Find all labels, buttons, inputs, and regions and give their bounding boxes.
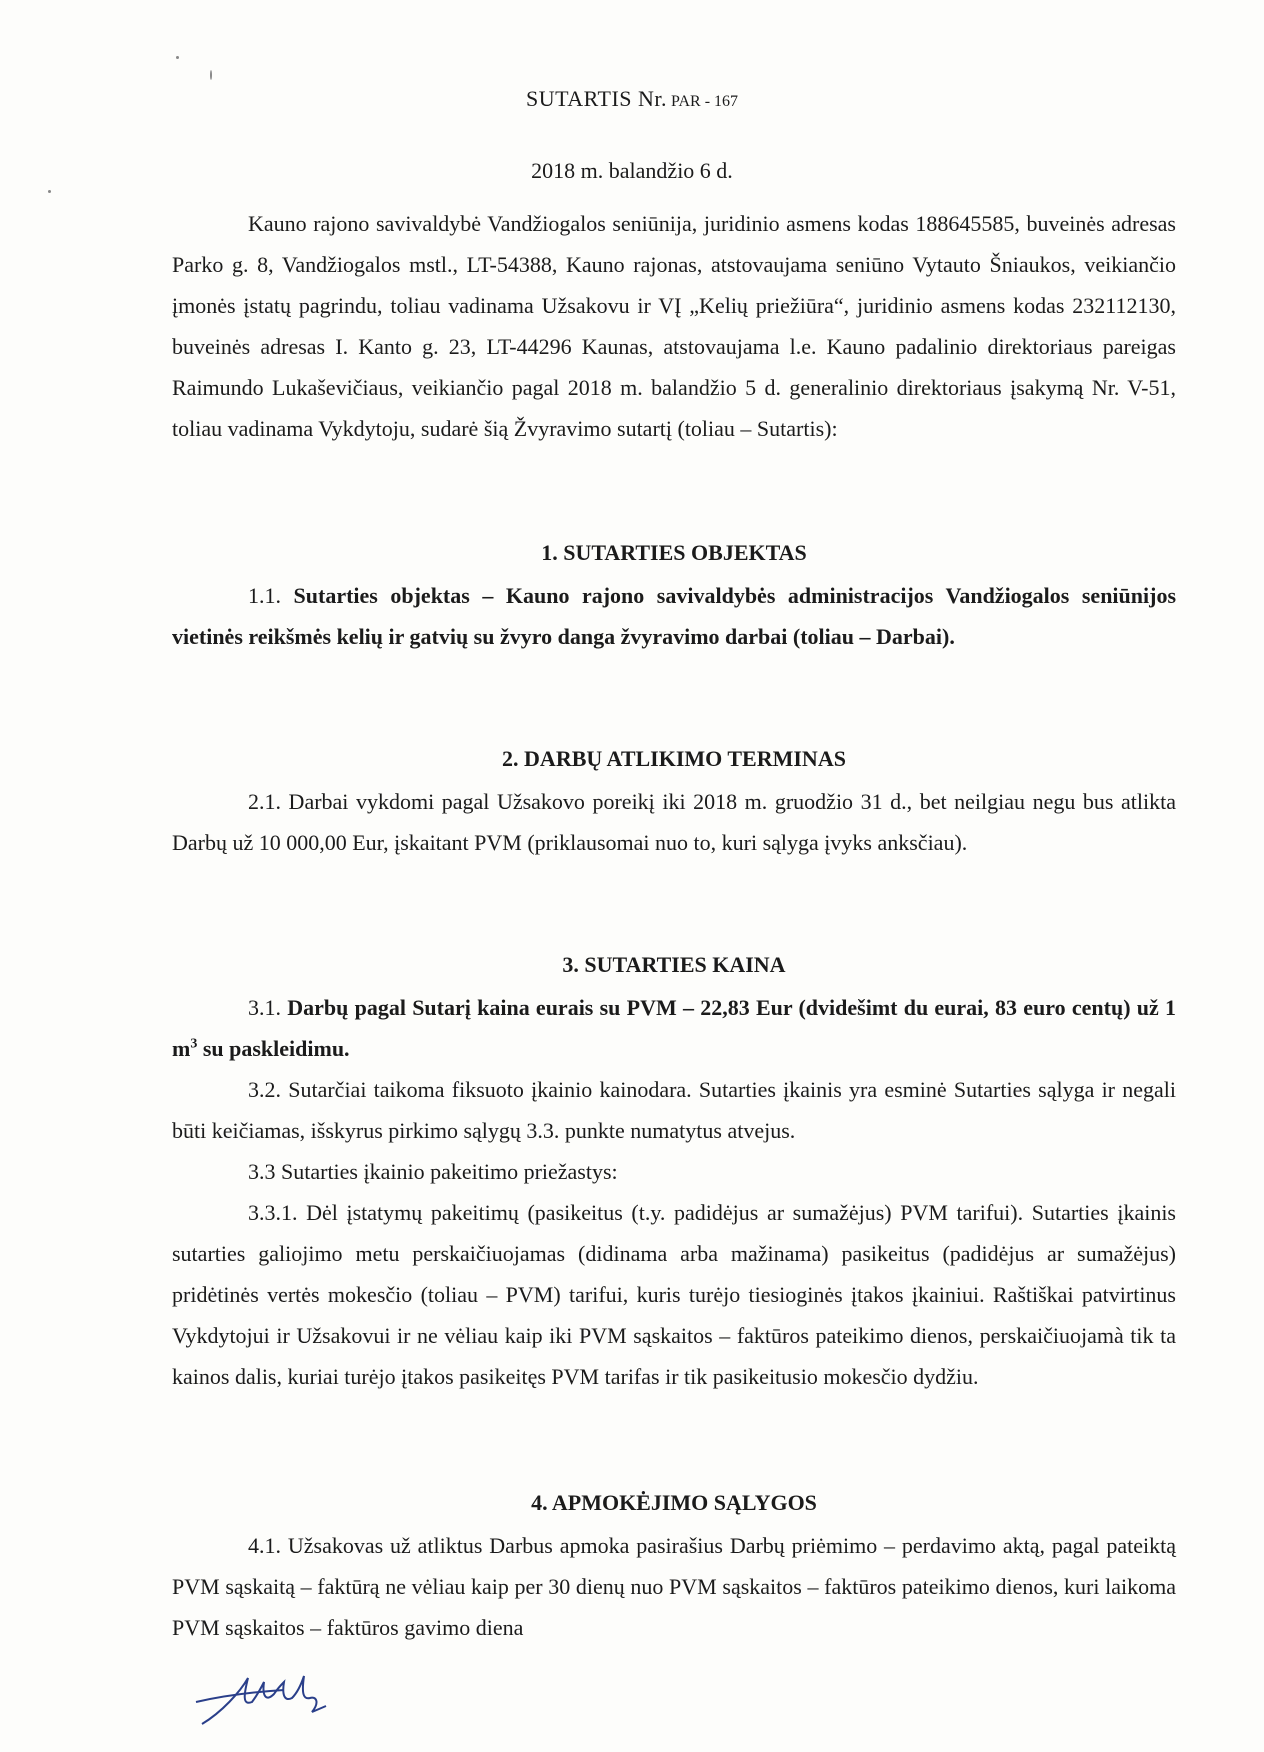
section-1 xyxy=(172,532,1176,657)
section-4-title: 4. APMOKĖJIMO SĄLYGOS xyxy=(531,1490,817,1515)
paragraph-1-1-number: 1.1. xyxy=(248,583,281,608)
section-4 xyxy=(172,1482,1176,1648)
paragraph-1-1-text: Sutarties objektas – Kauno rajono savivaldybės administracijos Vandžiogalos seniūnijos vietinės reikšmės kelių ir gatvių su žvyro danga žvyravimo darbai (toliau – Darbai). xyxy=(172,583,1177,649)
intro-paragraph: Kauno rajono savivaldybė Vandžiogalos seniūnija, juridinio asmens kodas 188645585, buveinės adresas Parko g. 8, Vandžiogalos mstl., LT-54388, Kauno rajonas, atstovaujama seniūno Vytauto Šniaukos, veikiančio įmonės įstatų pagrindu, toliau vadinama Užsakovu ir VĮ „Kelių priežiūra“, juridinio asmens kodas 232112130, buveinės adresas I. Kanto g. 23, LT-44296 Kaunas, atstovaujama l.e. Kauno padalinio direktoriaus pareigas Raimundo Lukaševičiaus, veikiančio pagal 2018 m. balandžio 5 d. generalinio direktoriaus įsakymą Nr. V-51, toliau vadinama Vykdytoju, sudarė šią Žvyravimo sutartį (toliau – Sutartis): xyxy=(172,211,1176,441)
section-3-title: 3. SUTARTIES KAINA xyxy=(562,952,786,977)
section-2-title: 2. DARBŲ ATLIKIMO TERMINAS xyxy=(502,746,846,771)
paragraph-4-1: 4.1. Užsakovas už atliktus Darbus apmoka pasirašius Darbų priėmimo – perdavimo aktą, pagal pateiktą PVM sąskaitą – faktūrą ne vėliau kaip per 30 dienų nuo PVM sąskaitos – faktūros pateikimo dienos, kuri laikoma PVM sąskaitos – faktūros gavimo diena xyxy=(172,1533,1176,1640)
unit-superscript: 3 xyxy=(190,1036,198,1052)
paragraph-3-1-number: 3.1. xyxy=(248,995,281,1020)
section-2 xyxy=(172,738,1176,863)
intro-block xyxy=(172,203,1176,449)
paragraph-3-1-text-a: Darbų pagal Sutarį kaina eurais su PVM – 22,83 Eur (dvidešimt du eurai, 83 euro centų) už 1 m xyxy=(172,995,1177,1061)
paragraph-3-3: 3.3 Sutarties įkainio pakeitimo priežastys: xyxy=(248,1159,618,1184)
scan-speck xyxy=(210,70,212,80)
contract-title: SUTARTIS Nr. xyxy=(525,86,668,111)
paragraph-3-1-text-b: su paskleidimu. xyxy=(197,1036,350,1061)
paragraph-3-3-1: 3.3.1. Dėl įstatymų pakeitimų (pasikeitus (t.y. padidėjus ar sumažėjus) PVM tarifui). Sutarties įkainis sutarties galiojimo metu perskaičiuojamas (didinama arba mažinama) pasikeitus (padidėjus ar sumažėjus) pridėtinės vertės mokesčio (toliau – PVM) tarifui, kuris turėjo tiesioginės įtakos įkainiui. Raštiškai patvirtinus Vykdytojui ir Užsakovui ir ne vėliau kaip iki PVM sąskaitos – faktūros pateikimo dienos, perskaičiuojamà tik ta kainos dalis, kuriai turėjo įtakos pasikeitęs PVM tarifas ir tik pasikeitusio mokesčio dydžiu. xyxy=(172,1200,1176,1389)
paragraph-1-1 xyxy=(172,575,1176,657)
scan-speck xyxy=(48,190,51,193)
document-header xyxy=(0,86,1264,112)
paragraph-3-1-text xyxy=(172,995,1176,1061)
contract-number-handwritten: PAR - 167 xyxy=(671,93,739,110)
paragraph-2-1: 2.1. Darbai vykdomi pagal Užsakovo poreikį iki 2018 m. gruodžio 31 d., bet neilgiau negu bus atlikta Darbų už 10 000,00 Eur, įskaitant PVM (priklausomai nuo to, kuri sąlyga įvyks anksčiau). xyxy=(172,789,1176,855)
section-1-title: 1. SUTARTIES OBJEKTAS xyxy=(541,540,807,565)
contract-date: 2018 m. balandžio 6 d. xyxy=(531,158,733,183)
scan-speck xyxy=(176,56,179,59)
paragraph-3-2: 3.2. Sutarčiai taikoma fiksuoto įkainio kainodara. Sutarties įkainis yra esminė Sutarties sąlyga ir negali būti keičiamas, išskyrus pirkimo sąlygų 3.3. punkte numatytus atvejus. xyxy=(172,1077,1176,1143)
paragraph-3-1 xyxy=(172,987,1176,1069)
section-3 xyxy=(172,944,1176,1397)
handwritten-signature xyxy=(192,1672,352,1732)
